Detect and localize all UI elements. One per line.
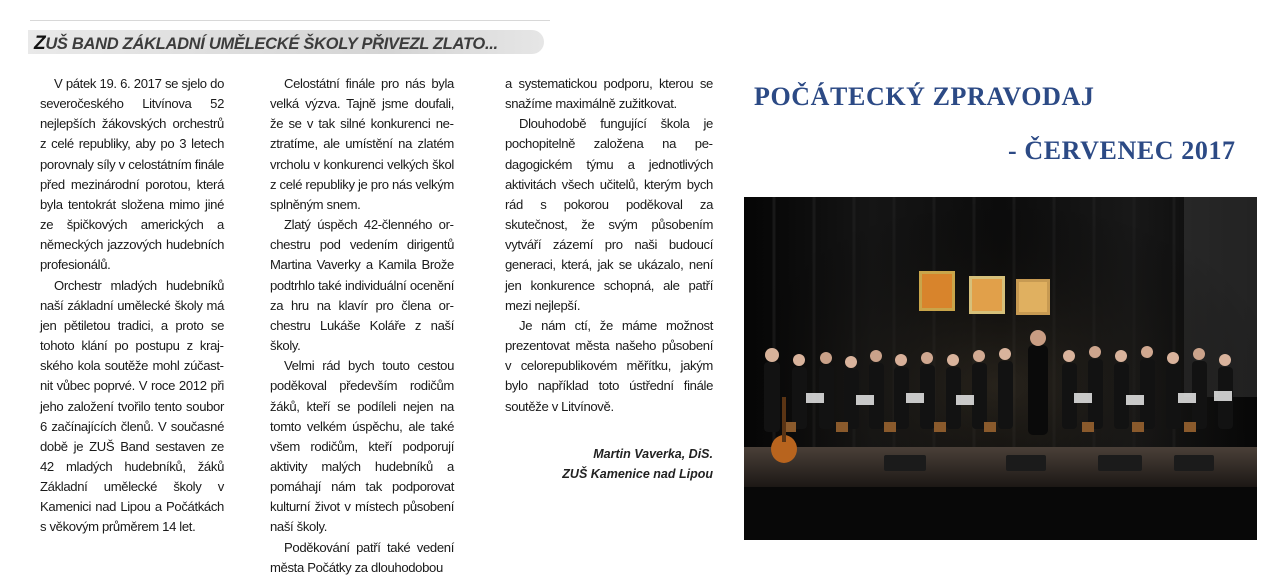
article-paragraph: Celostátní finále pro nás byla velká výzva. Tajně jsme doufali, že se v tak silné konkurenci neztratíme, ale umístění na zlatém vrcholu v konkurenci velkých škol z celé republiky je pro nás velkým splněným snem. <box>270 76 454 212</box>
article-paragraph: Zlatý úspěch 42-členného orchestru pod vedením dirigentů Martina Vaverky a Kamila Brože podtrhlo také individuální ocenění za hru na klavír pro člena orchestru Lukáše Koláře z naší školy. <box>270 217 454 354</box>
article-paragraph: Orchestr mladých hudebníků naší základní umělecké školy má jen pětiletou tradici, a proto se tohoto klání po postupu z krajského kola soutěže mohl zúčastnit vůbec poprvé. V roce 2012 při jeho založení tvořilo tento soubor 6 začínajících členů. V současné době je ZUŠ Band sestaven ze 42 mladých hudebníků, žáků Základní umělecké školy v Kamenici nad Lipou a Počátkách s věkovým průměrem 14 let. <box>40 277 224 535</box>
article-column-2 <box>270 74 454 578</box>
newsletter-title: POČÁTECKÝ ZPRAVODAJ <box>754 82 1095 111</box>
orchestra-photo <box>744 197 1257 540</box>
article-column-3 <box>505 74 713 417</box>
signature-organization: ZUŠ Kamenice nad Lipou <box>562 467 713 481</box>
article-paragraph: Dlouhodobě fungující škola je pochopitelně založena na pedagogickém týmu a jednotlivých aktivitách všech učitelů, kterým bych rád s pokorou poděkoval za skutečnost, že svým působením vytváří zázemí pro naši budoucí generaci, která, jak se ukázalo, není jen konkurence schopná, ale patří mezi nejlepší. <box>505 116 713 313</box>
article-paragraph: Je nám ctí, že máme možnost prezentovat města našeho působení v celorepublikovém měřítku, jakým bylo například toto ústřední finále soutěže v Litvínově. <box>505 317 713 414</box>
article-column-1 <box>40 74 224 538</box>
orchestra-photo-illustration <box>744 197 1257 540</box>
article-paragraph: V pátek 19. 6. 2017 se sjelo do severočeského Litvínova 52 nejlepších žákovských orchestrů z celé republiky, aby po 3 letech porovnaly síly v celostátním finále před mezinárodní porotou, která byla tentokrát složena mimo jiné ze špičkových amerických a německých jazzových hudebních profesionálů. <box>40 76 224 273</box>
article-paragraph: a systematickou podporu, kterou se snažíme maximálně zužitkovat. <box>505 76 713 112</box>
newsletter-issue: - ČERVENEC 2017 <box>1008 136 1236 165</box>
article-paragraph: Poděkování patří také vedení města Počátky za dlouhodobou <box>270 539 454 575</box>
article-heading: ZUŠ BAND ZÁKLADNÍ UMĚLECKÉ ŠKOLY PŘIVEZL ZLATO... <box>34 33 498 54</box>
signature-name: Martin Vaverka, DiS. <box>593 447 713 461</box>
top-rule <box>30 20 550 21</box>
article-paragraph: Velmi rád bych touto cestou poděkoval především rodičům žáků, kteří se podíleli nejen na tomto velkém úspěchu, ale také všem rodičům, kteří podporují aktivity malých hudebníků a pomáhají nám tak podporovat kulturní život v místech působení naší školy. <box>270 358 454 535</box>
